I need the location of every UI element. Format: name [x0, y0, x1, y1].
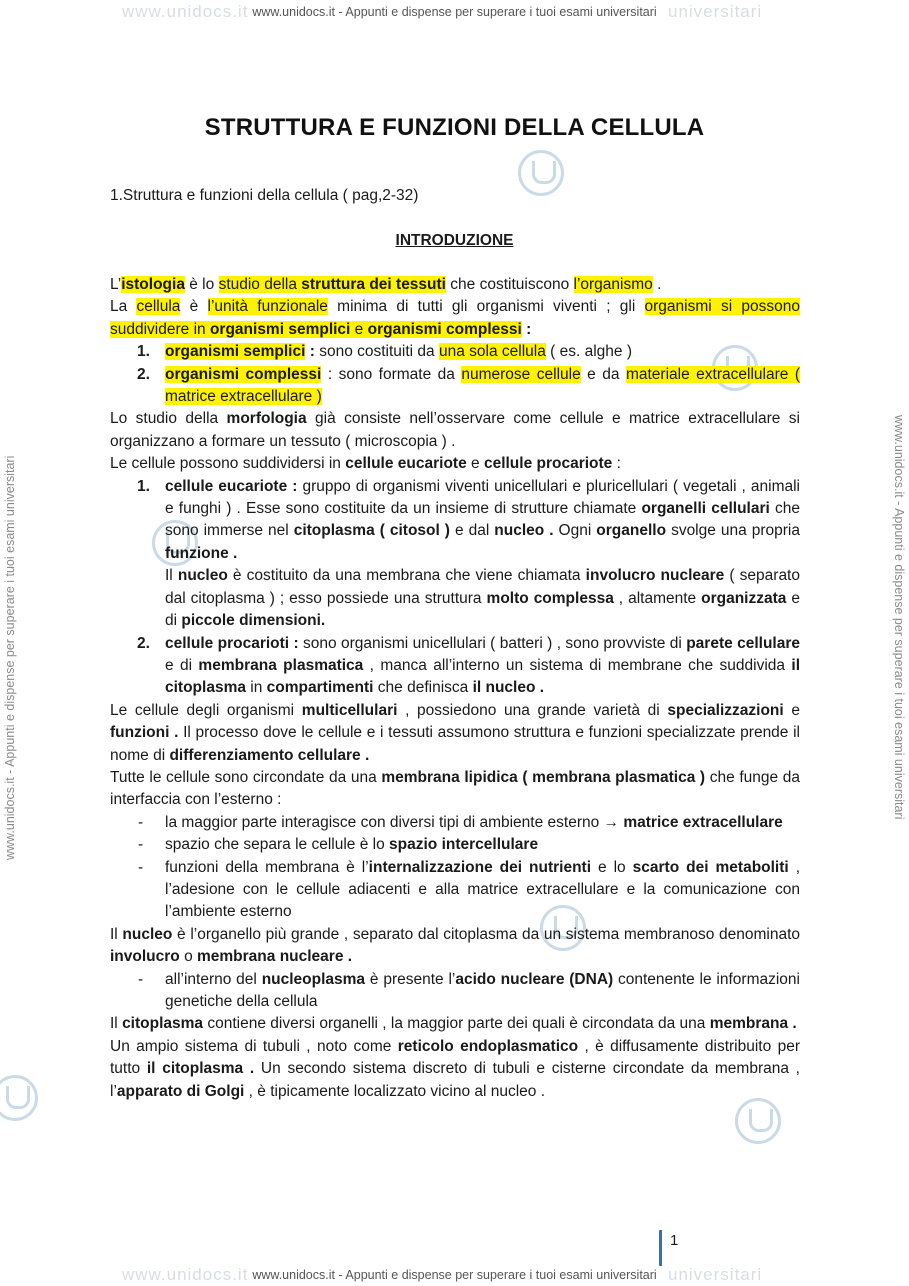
text-run: il citoplasma . — [146, 1060, 255, 1078]
text-run: nucleoplasma — [261, 970, 366, 988]
text-run: Le cellule degli organismi — [110, 701, 302, 719]
watermark-ghost-left: www.unidocs.it — [122, 1265, 249, 1284]
text-run: spazio che separa le cellule è lo — [165, 836, 390, 854]
text-run: internalizzazione dei nutrienti — [368, 858, 592, 876]
page-number-bar — [659, 1230, 662, 1266]
text-run: involucro — [110, 948, 180, 966]
text-run: numerose cellule — [461, 365, 581, 383]
text-run: , manca all’interno un sistema di membrane che suddivida — [363, 656, 792, 674]
text-run: : — [305, 343, 320, 361]
text-run: materiale extracellulare ( matrice extracellulare ) — [165, 365, 800, 406]
paragraph — [110, 274, 800, 296]
paragraph — [110, 700, 800, 767]
list-item — [110, 364, 800, 409]
dash-list — [110, 812, 800, 924]
text-run: citoplasma — [122, 1015, 204, 1033]
text-run: nucleo — [122, 925, 173, 943]
text-run: cellule procarioti : — [165, 634, 299, 652]
text-run: , altamente — [613, 589, 702, 607]
paragraph — [110, 296, 800, 341]
text-run: e da — [580, 365, 626, 383]
text-run: è costituito da una membrana che viene chiamata — [227, 567, 586, 585]
text-run: Il — [110, 1015, 123, 1033]
text-run: , l’adesione con le cellule adiacenti e alla matrice extracellulare e la comunicazione con l’ambiente esterno — [165, 858, 800, 921]
text-run: o — [179, 948, 197, 966]
text-run: che sono immerse nel — [165, 500, 800, 540]
text-run: Il — [165, 567, 178, 585]
list-item — [110, 633, 800, 700]
text-run: contiene diversi organelli , la maggior parte dei quali è circondata da una — [203, 1015, 710, 1033]
text-run: funzioni della membrana è l’ — [165, 858, 369, 876]
text-run: minima di tutti gli organismi viventi ; gli — [327, 298, 645, 316]
dash-bullet: - — [138, 970, 144, 988]
text-run: organismi complessi — [367, 320, 522, 338]
text-run: . — [652, 276, 662, 293]
text-run: che funge da interfaccia con l’esterno : — [110, 768, 800, 809]
dash-list — [110, 969, 800, 1014]
text-run: l’unità funzionale — [207, 298, 328, 316]
watermark-ghost-right: universitari — [668, 2, 763, 21]
text-run: gruppo di organismi viventi unicellulari e pluricellulari ( vegetali , animali e funghi ) . Esse sono costituite da un insieme di strutture chiamate — [165, 477, 800, 518]
numbered-list — [110, 476, 800, 700]
text-run: nucleo . — [494, 522, 554, 540]
paragraph — [110, 1036, 800, 1103]
text-run: funzione . — [165, 544, 238, 562]
text-run: apparato di Golgi — [116, 1082, 245, 1100]
text-run: organelli cellulari — [641, 500, 770, 518]
text-run: L’ — [110, 276, 122, 293]
text-run: piccole dimensioni. — [181, 612, 326, 630]
list-item-continuation — [110, 565, 800, 632]
dash-list-item — [110, 857, 800, 924]
unidocs-logo-icon — [735, 1098, 781, 1144]
text-run: cellule procariote — [483, 455, 613, 473]
text-run: matrice extracellulare — [623, 813, 783, 831]
text-run: ( separato dal citoplasma ) ; esso possiede una struttura — [165, 567, 800, 607]
text-run: scarto dei metaboliti — [632, 858, 789, 876]
text-run: membrana plasmatica — [198, 656, 364, 674]
watermark-ghost-right: universitari — [668, 1265, 763, 1284]
text-run: Le cellule possono suddividersi in — [110, 455, 346, 473]
text-run: sono costituiti da — [319, 343, 439, 361]
body-text — [110, 274, 800, 1103]
text-run: membrana lipidica ( membrana plasmatica ) — [381, 768, 706, 786]
text-run: organismi complessi — [165, 365, 322, 383]
numbered-list — [110, 341, 800, 408]
text-run: involucro nucleare — [585, 567, 725, 585]
watermark-right: www.unidocs.it - Appunti e dispense per superare i tuoi esami universitari — [892, 415, 906, 820]
text-run: e — [783, 701, 800, 719]
text-run: molto complessa — [486, 589, 614, 607]
text-run: Il processo dove le cellule e i tessuti assumono struttura e funzioni specializzate prende il nome di — [110, 724, 800, 764]
text-run: all’interno del — [165, 970, 262, 988]
text-run: membrana . — [709, 1015, 797, 1033]
text-run: , possiedono una grande varietà di — [397, 701, 668, 719]
text-run: la maggior parte interagisce con diversi tipi di ambiente esterno → — [165, 813, 624, 831]
subtitle: 1.Struttura e funzioni della cellula ( pag,2-32) — [110, 187, 419, 204]
text-run: già consiste nell’osservare come cellule e matrice extracellulare si organizzano a formare un tessuto ( microscopia ) . — [110, 410, 800, 450]
text-run: parete cellulare — [686, 634, 800, 652]
text-run: è — [180, 298, 208, 316]
text-run: e di — [165, 589, 800, 630]
text-run: svolge una propria — [666, 522, 800, 540]
text-run: reticolo endoplasmatico — [397, 1037, 579, 1055]
paragraph — [110, 1013, 800, 1035]
text-run: cellula — [136, 298, 181, 316]
watermark-bottom: www.unidocs.it - Appunti e dispense per superare i tuoi esami universitari — [252, 1268, 657, 1282]
text-run: citoplasma ( citosol ) — [293, 522, 450, 540]
text-run: Il — [110, 925, 123, 943]
list-number: 2. — [137, 365, 150, 383]
text-run: Tutte le cellule sono circondate da una — [110, 768, 382, 786]
text-run: è presente l’ — [365, 970, 456, 988]
paragraph — [110, 924, 800, 969]
text-run: specializzazioni — [667, 701, 784, 719]
text-run: e — [350, 320, 368, 338]
text-run: sono organismi unicellulari ( batteri ) , sono provviste di — [298, 634, 687, 652]
text-run: La — [110, 298, 137, 316]
text-run: che definisca — [373, 679, 473, 697]
dash-list-item — [110, 834, 800, 856]
list-item — [110, 341, 800, 363]
text-run: differenziamento cellulare . — [169, 746, 370, 764]
text-run: istologia — [121, 276, 185, 293]
text-run: struttura dei tessuti — [301, 276, 446, 293]
text-run: Lo studio della — [110, 410, 227, 428]
text-run: il nucleo . — [472, 679, 545, 697]
dash-list-item — [110, 969, 800, 1014]
text-run: organizzata — [701, 589, 787, 607]
section-heading: INTRODUZIONE — [395, 232, 514, 249]
text-run: cellule eucariote — [345, 455, 467, 473]
text-run: nucleo — [177, 567, 228, 585]
text-run: contenente le informazioni genetiche della cellula — [165, 970, 800, 1010]
dash-bullet: - — [138, 836, 144, 854]
text-run: che costituiscono — [446, 276, 574, 293]
unidocs-logo-icon — [518, 150, 564, 196]
paragraph — [110, 408, 800, 453]
text-run: spazio intercellulare — [389, 836, 539, 854]
text-run: acido nucleare (DNA) — [455, 970, 614, 988]
text-run: il citoplasma — [165, 656, 801, 697]
text-run: in — [245, 679, 267, 697]
dash-bullet: - — [138, 858, 144, 876]
text-run: e di — [165, 656, 199, 674]
page-title: STRUTTURA E FUNZIONI DELLA CELLULA — [204, 114, 705, 141]
paragraph — [110, 767, 800, 812]
list-number: 1. — [137, 477, 150, 495]
text-run: Un secondo sistema discreto di tubuli e cisterne circondate da membrana , l’ — [110, 1060, 800, 1100]
watermark-left: www.unidocs.it - Appunti e dispense per superare i tuoi esami universitari — [3, 455, 17, 860]
list-number: 1. — [137, 343, 150, 361]
text-run: membrana nucleare . — [197, 948, 353, 966]
watermark-top: www.unidocs.it - Appunti e dispense per superare i tuoi esami universitari — [252, 5, 657, 19]
text-run: organismi semplici — [165, 343, 306, 361]
text-run: funzioni . — [110, 724, 179, 742]
text-run: , è diffusamente distribuito per tutto — [110, 1037, 800, 1078]
text-run: , è tipicamente localizzato vicino al nucleo . — [244, 1082, 546, 1100]
watermark-ghost-left: www.unidocs.it — [122, 2, 249, 21]
paragraph — [110, 453, 800, 475]
text-run: organismi semplici — [209, 320, 351, 338]
list-number: 2. — [137, 634, 150, 652]
text-run: organismi si possono suddividere in — [110, 298, 800, 338]
text-run: multicellulari — [301, 701, 398, 719]
text-run: e dal — [449, 522, 495, 540]
text-run: è lo — [184, 276, 219, 293]
text-run: Ogni — [553, 522, 597, 540]
dash-bullet: - — [138, 813, 144, 831]
text-run: Un ampio sistema di tubuli , noto come — [110, 1037, 398, 1055]
text-run: e lo — [591, 858, 633, 876]
text-run: e — [466, 455, 484, 473]
unidocs-logo-icon — [0, 1075, 38, 1121]
text-run: : — [521, 320, 532, 338]
text-run: : sono formate da — [321, 365, 462, 383]
text-run: organello — [596, 522, 667, 540]
text-run: compartimenti — [266, 679, 374, 697]
text-run: morfologia — [226, 410, 307, 428]
list-item — [110, 476, 800, 566]
text-run: l’organismo — [573, 276, 653, 293]
text-run: una sola cellula — [438, 343, 546, 361]
text-run: studio della — [218, 276, 302, 293]
text-run: è l’organello più grande , separato dal citoplasma da un sistema membranoso denominato — [172, 925, 800, 943]
page-number: 1 — [670, 1232, 679, 1249]
text-run: : — [612, 455, 621, 473]
text-run: ( es. alghe ) — [545, 343, 632, 361]
dash-list-item — [110, 812, 800, 834]
text-run: cellule eucariote : — [165, 477, 298, 495]
